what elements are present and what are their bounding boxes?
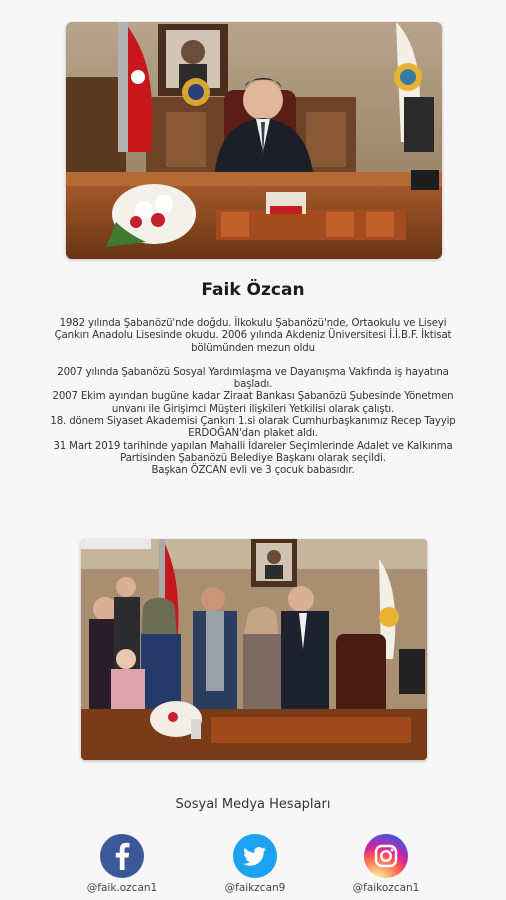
- bio-line: 2007 yılında Şabanözü Sosyal Yardımlaşma ve Dayanışma Vakfında iş hayatına: [57, 366, 449, 378]
- family-photo: [81, 539, 427, 760]
- facebook-link[interactable]: [67, 834, 177, 894]
- profile-name: Faik Özcan: [201, 280, 305, 300]
- facebook-icon[interactable]: [100, 834, 144, 878]
- bio-line: ERDOĞAN'dan plaket aldı.: [188, 428, 318, 440]
- bio-line: unvanı ile Girişimci Müşteri ilişkileri Yetkilisi olarak çalıştı.: [111, 403, 395, 415]
- bio-line: Partisinden Şabanözü Belediye Başkanı olarak seçildi.: [120, 452, 386, 464]
- facebook-handle[interactable]: @faik.ozcan1: [86, 882, 158, 894]
- bio-line: bölümünden mezun oldu: [191, 342, 315, 354]
- twitter-icon[interactable]: [233, 834, 277, 878]
- twitter-link[interactable]: [200, 834, 310, 894]
- bio-line: 31 Mart 2019 tarihinde yapılan Mahalli İdareler Seçimlerinde Adalet ve Kalkınma: [53, 440, 453, 452]
- bio-line: Başkan ÖZCAN evli ve 3 çocuk babasıdır.: [151, 465, 355, 477]
- bio-line: Çankırı Anadolu Lisesinde okudu. 2006 yılında Akdeniz Üniversitesi İ.İ.B.F. İktisat: [54, 330, 452, 342]
- bio-line: 2007 Ekim ayından bugüne kadar Ziraat Bankası Şabanözü Şubesinde Yönetmen: [52, 391, 454, 403]
- instagram-link[interactable]: [331, 834, 441, 894]
- bio-line: başladı.: [233, 379, 273, 391]
- instagram-icon[interactable]: [364, 834, 408, 878]
- bio-text: [18, 318, 488, 478]
- instagram-handle[interactable]: @faikozcan1: [352, 882, 420, 894]
- twitter-handle[interactable]: @faikzcan9: [224, 882, 286, 894]
- portrait-photo: [66, 22, 442, 259]
- social-media-title: Sosyal Medya Hesapları: [175, 797, 331, 812]
- bio-line: 1982 yılında Şabanözü'nde doğdu. İlkokulu Şabanözü'nde, Ortaokulu ve Liseyi: [59, 318, 447, 329]
- bio-line: 18. dönem Siyaset Akademisi Çankırı 1.si olarak Cumhurbaşkanımız Recep Tayyip: [50, 416, 456, 428]
